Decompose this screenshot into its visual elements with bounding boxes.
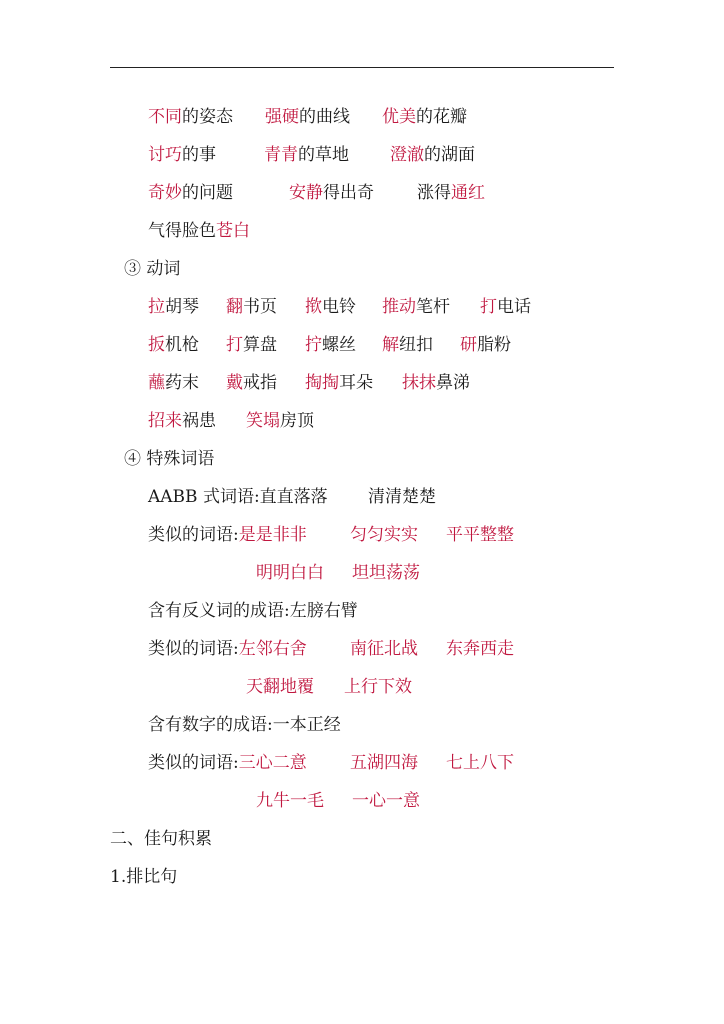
highlighted-word: 平平整整	[446, 525, 514, 545]
highlighted-word: 推动	[382, 297, 416, 317]
text-line-r3-group-0	[148, 181, 233, 205]
text-line-r2-group-2	[390, 143, 475, 167]
text-line-r9-group-0	[148, 409, 216, 433]
text-run: 类似的词语:	[148, 525, 239, 545]
highlighted-word: 澄澈	[390, 145, 424, 165]
highlighted-word: 三心二意	[238, 753, 307, 773]
text-run: 电话	[497, 297, 531, 317]
highlighted-word: 强硬	[265, 107, 299, 127]
text-run: 胡琴	[165, 297, 199, 317]
highlighted-word: 左邻右舍	[238, 639, 307, 659]
highlighted-word: 研	[460, 335, 477, 355]
text-line-r12-group-0	[148, 523, 307, 547]
text-line-r2-group-1	[264, 143, 349, 167]
text-line-r7-group-1	[226, 333, 277, 357]
text-run: 纽扣	[399, 335, 433, 355]
highlighted-word: 打	[226, 335, 243, 355]
highlighted-word: 讨巧	[148, 145, 182, 165]
text-run: 的问题	[182, 183, 233, 203]
text-line-r8-group-2	[305, 371, 373, 395]
text-line-r7-group-2	[305, 333, 356, 357]
text-line-r2-group-0	[148, 143, 216, 167]
highlighted-word: 抹抹	[402, 373, 436, 393]
text-line-r7-group-0	[148, 333, 199, 357]
text-line-r1-group-0	[148, 105, 233, 129]
text-run: 1.排比句	[110, 867, 178, 887]
text-line-r8-group-1	[226, 371, 277, 395]
text-line-r10-group-0	[124, 447, 214, 471]
text-line-r15-group-0	[148, 637, 307, 661]
text-run: ④ 特殊词语	[124, 449, 215, 469]
text-run: 清清楚楚	[368, 487, 436, 507]
highlighted-word: 掏掏	[305, 373, 339, 393]
highlighted-word: 解	[382, 335, 399, 355]
text-line-r1-group-2	[382, 105, 467, 129]
highlighted-word: 明明白白	[256, 563, 324, 583]
text-run: AABB 式词语:直直落落	[148, 487, 328, 507]
text-line-r3-group-2	[417, 181, 485, 205]
text-run: ③ 动词	[124, 259, 181, 279]
highlighted-word: 通红	[451, 183, 485, 203]
text-line-r6-group-0	[148, 295, 199, 319]
text-run: 机枪	[165, 335, 199, 355]
highlighted-word: 翻	[226, 297, 243, 317]
text-run: 戒指	[243, 373, 277, 393]
highlighted-word: 拉	[148, 297, 165, 317]
text-line-r12-group-2	[446, 523, 514, 547]
text-line-r20-group-0	[110, 827, 212, 851]
text-run: 含有反义词的成语:左膀右臂	[148, 601, 358, 621]
text-run: 含有数字的成语:一本正经	[148, 715, 341, 735]
text-line-r9-group-1	[246, 409, 314, 433]
highlighted-word: 戴	[226, 373, 243, 393]
text-line-r13-group-1	[352, 561, 420, 585]
text-line-r8-group-3	[402, 371, 470, 395]
text-run: 电铃	[322, 297, 356, 317]
text-line-r13-group-0	[256, 561, 324, 585]
highlighted-word: 是是非非	[238, 525, 307, 545]
text-line-r14-group-0	[148, 599, 358, 623]
text-run: 的曲线	[299, 107, 350, 127]
highlighted-word: 坦坦荡荡	[352, 563, 420, 583]
highlighted-word: 匀匀实实	[350, 525, 418, 545]
text-line-r1-group-1	[265, 105, 350, 129]
text-run: 的姿态	[182, 107, 233, 127]
highlighted-word: 揿	[305, 297, 322, 317]
text-line-r18-group-1	[350, 751, 418, 775]
text-line-r21-group-0	[110, 865, 177, 889]
text-run: 鼻涕	[436, 373, 470, 393]
text-line-r19-group-1	[352, 789, 420, 813]
highlighted-word: 一心一意	[352, 791, 420, 811]
text-line-r6-group-4	[480, 295, 531, 319]
text-run: 类似的词语:	[148, 753, 239, 773]
text-line-r7-group-4	[460, 333, 511, 357]
highlighted-word: 青青	[264, 145, 298, 165]
text-line-r4-group-0	[148, 219, 250, 243]
text-run: 药末	[165, 373, 199, 393]
text-run: 得出奇	[323, 183, 374, 203]
text-run: 二、佳句积累	[110, 829, 212, 849]
text-run: 房顶	[280, 411, 314, 431]
text-line-r8-group-0	[148, 371, 199, 395]
text-line-r6-group-3	[382, 295, 450, 319]
text-line-r15-group-2	[446, 637, 514, 661]
highlighted-word: 扳	[148, 335, 165, 355]
text-run: 的事	[182, 145, 216, 165]
text-run: 书页	[243, 297, 277, 317]
text-line-r6-group-2	[305, 295, 356, 319]
text-line-r18-group-0	[148, 751, 307, 775]
text-line-r15-group-1	[350, 637, 418, 661]
highlighted-word: 奇妙	[148, 183, 182, 203]
text-line-r6-group-1	[226, 295, 277, 319]
text-line-r11-group-1	[368, 485, 436, 509]
text-line-r16-group-0	[246, 675, 314, 699]
text-run: 的湖面	[424, 145, 475, 165]
text-line-r16-group-1	[344, 675, 412, 699]
text-run: 算盘	[243, 335, 277, 355]
text-line-r11-group-0	[148, 485, 328, 509]
highlighted-word: 九牛一毛	[256, 791, 324, 811]
highlighted-word: 蘸	[148, 373, 165, 393]
text-line-r5-group-0	[124, 257, 180, 281]
text-run: 螺丝	[322, 335, 356, 355]
highlighted-word: 五湖四海	[350, 753, 418, 773]
text-line-r17-group-0	[148, 713, 341, 737]
text-run: 气得脸色	[148, 221, 216, 241]
highlighted-word: 天翻地覆	[246, 677, 314, 697]
text-line-r3-group-1	[289, 181, 374, 205]
text-run: 耳朵	[339, 373, 373, 393]
text-run: 的草地	[298, 145, 349, 165]
highlighted-word: 南征北战	[350, 639, 418, 659]
highlighted-word: 安静	[289, 183, 323, 203]
text-run: 的花瓣	[416, 107, 467, 127]
highlighted-word: 七上八下	[446, 753, 514, 773]
text-line-r12-group-1	[350, 523, 418, 547]
text-run: 笔杆	[416, 297, 450, 317]
highlighted-word: 苍白	[216, 221, 250, 241]
text-line-r18-group-2	[446, 751, 514, 775]
text-run: 脂粉	[477, 335, 511, 355]
text-run: 祸患	[182, 411, 216, 431]
text-line-r7-group-3	[382, 333, 433, 357]
highlighted-word: 招来	[148, 411, 182, 431]
highlighted-word: 不同	[148, 107, 182, 127]
highlighted-word: 打	[480, 297, 497, 317]
highlighted-word: 东奔西走	[446, 639, 514, 659]
text-run: 涨得	[417, 183, 451, 203]
highlighted-word: 笑塌	[246, 411, 280, 431]
highlighted-word: 拧	[305, 335, 322, 355]
highlighted-word: 优美	[382, 107, 416, 127]
header-rule	[110, 67, 614, 68]
highlighted-word: 上行下效	[344, 677, 412, 697]
text-run: 类似的词语:	[148, 639, 239, 659]
text-line-r19-group-0	[256, 789, 324, 813]
